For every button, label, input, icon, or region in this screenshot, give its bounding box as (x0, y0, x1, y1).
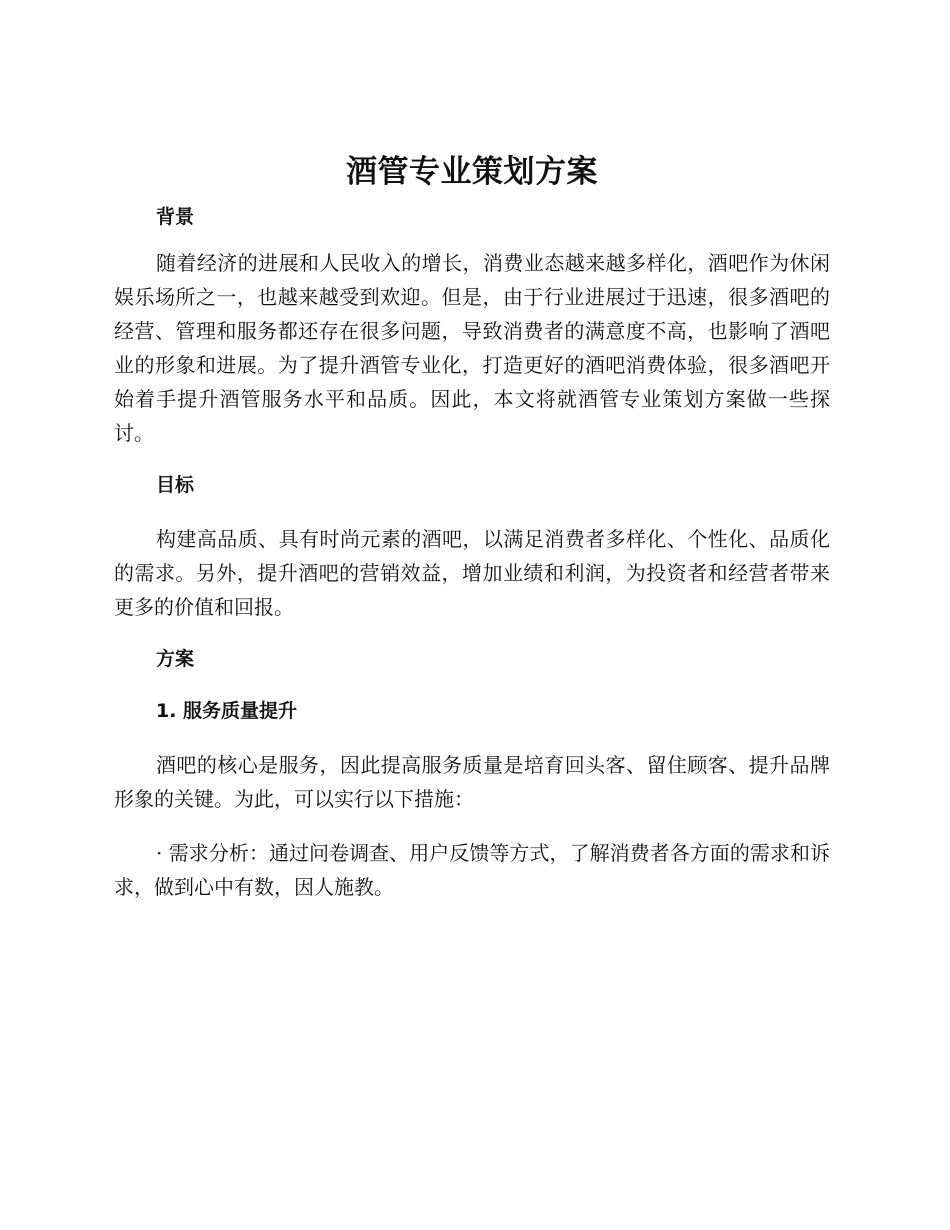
bullet-demand-analysis: · 需求分析：通过问卷调查、用户反馈等方式，了解消费者各方面的需求和诉求，做到心中有数，因人施教。 (114, 841, 830, 899)
document-content (114, 150, 830, 904)
document-title: 酒管专业策划方案 (346, 154, 598, 190)
paragraph-goal: 构建高品质、具有时尚元素的酒吧，以满足消费者多样化、个性化、品质化的需求。另外，提升酒吧的营销效益，增加业绩和利润，为投资者和经营者带来更多的价值和回报。 (114, 527, 830, 619)
paragraph-service-quality: 酒吧的核心是服务，因此提高服务质量是培育回头客、留住顾客、提升品牌形象的关键。为此，可以实行以下措施： (114, 753, 830, 811)
section-heading-plan: 方案 (156, 648, 195, 670)
subsection-heading-service-quality: 1. 服务质量提升 (156, 700, 298, 722)
paragraph-background: 随着经济的进展和人民收入的增长，消费业态越来越多样化，酒吧作为休闲娱乐场所之一，也越来越受到欢迎。但是，由于行业进展过于迅速，很多酒吧的经营、管理和服务都还存在很多问题，导致消费者的满意度不高，也影响了酒吧业的形象和进展。为了提升酒管专业化，打造更好的酒吧消费体验，很多酒吧开始着手提升酒管服务水平和品质。因此，本文将就酒管专业策划方案做一些探讨。 (114, 251, 830, 445)
section-heading-goal: 目标 (156, 474, 195, 496)
section-heading-background: 背景 (156, 206, 195, 228)
